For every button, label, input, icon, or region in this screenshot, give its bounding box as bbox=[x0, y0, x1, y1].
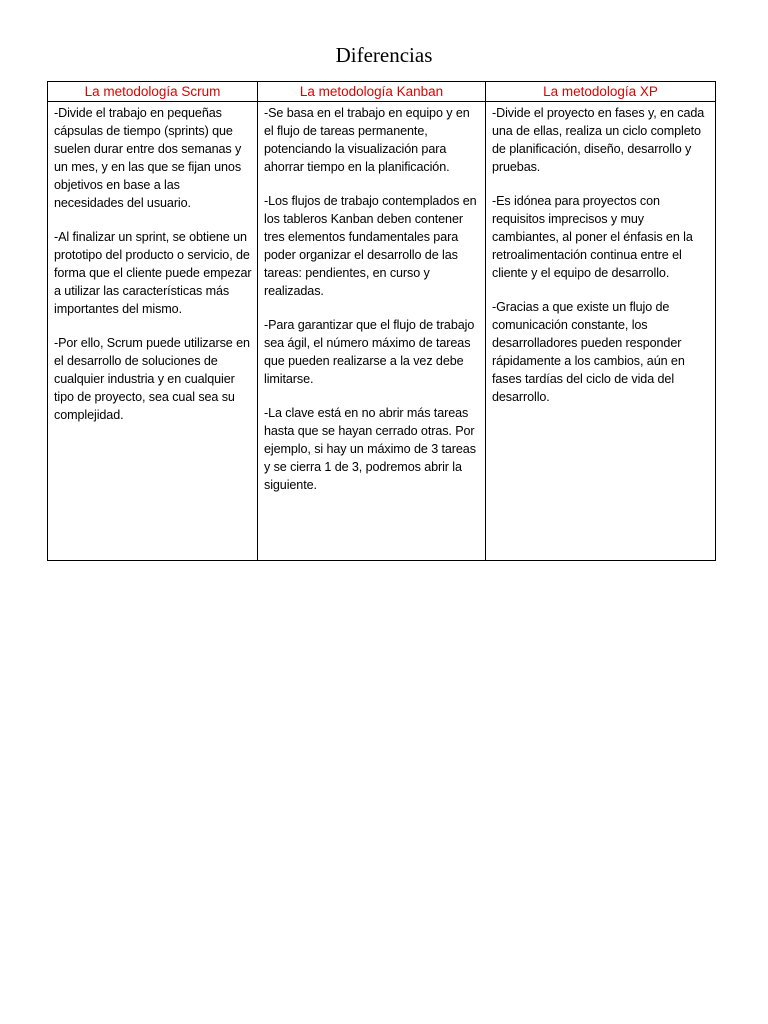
column-header-xp: La metodología XP bbox=[486, 82, 716, 102]
xp-paragraph: -Divide el proyecto en fases y, en cada una de ellas, realiza un ciclo completo de planificación, diseño, desarrollo y pruebas. bbox=[492, 106, 705, 174]
table-body-row bbox=[48, 102, 716, 561]
column-header-kanban: La metodología Kanban bbox=[258, 82, 486, 102]
scrum-paragraph: -Divide el trabajo en pequeñas cápsulas de tiempo (sprints) que suelen durar entre dos semanas y un mes, y en las que se fijan unos objetivos en base a las necesidades del usuario. bbox=[54, 106, 242, 210]
table-header-row bbox=[48, 82, 716, 102]
kanban-paragraph: -La clave está en no abrir más tareas hasta que se hayan cerrado otras. Por ejemplo, si hay un máximo de 3 tareas y se cierra 1 de 3, podremos abrir la siguiente. bbox=[264, 406, 476, 492]
xp-cell bbox=[486, 102, 716, 561]
kanban-paragraph: -Se basa en el trabajo en equipo y en el flujo de tareas permanente, potenciando la visualización para ahorrar tiempo en la planificación. bbox=[264, 106, 470, 174]
scrum-paragraph: -Por ello, Scrum puede utilizarse en el desarrollo de soluciones de cualquier industria y en cualquier tipo de proyecto, sea cual sea su complejidad. bbox=[54, 336, 250, 422]
comparison-table bbox=[47, 81, 716, 561]
xp-paragraph: -Es idónea para proyectos con requisitos imprecisos y muy cambiantes, al poner el énfasis en la retroalimentación continua entre el cliente y el equipo de desarrollo. bbox=[492, 194, 693, 280]
kanban-paragraph: -Los flujos de trabajo contemplados en los tableros Kanban deben contener tres elementos fundamentales para poder organizar el desarrollo de las tareas: pendientes, en curso y realizadas. bbox=[264, 194, 477, 298]
kanban-paragraph: -Para garantizar que el flujo de trabajo sea ágil, el número máximo de tareas que pueden realizarse a la vez debe limitarse. bbox=[264, 318, 475, 386]
kanban-cell bbox=[258, 102, 486, 561]
xp-paragraph: -Gracias a que existe un flujo de comunicación constante, los desarrolladores pueden responder rápidamente a los cambios, aún en fases tardías del ciclo de vida del desarrollo. bbox=[492, 300, 685, 404]
scrum-paragraph: -Al finalizar un sprint, se obtiene un prototipo del producto o servicio, de forma que el cliente puede empezar a utilizar las características más importantes del mismo. bbox=[54, 230, 252, 316]
column-header-scrum: La metodología Scrum bbox=[48, 82, 258, 102]
scrum-cell bbox=[48, 102, 258, 561]
page-title: Diferencias bbox=[335, 43, 433, 67]
